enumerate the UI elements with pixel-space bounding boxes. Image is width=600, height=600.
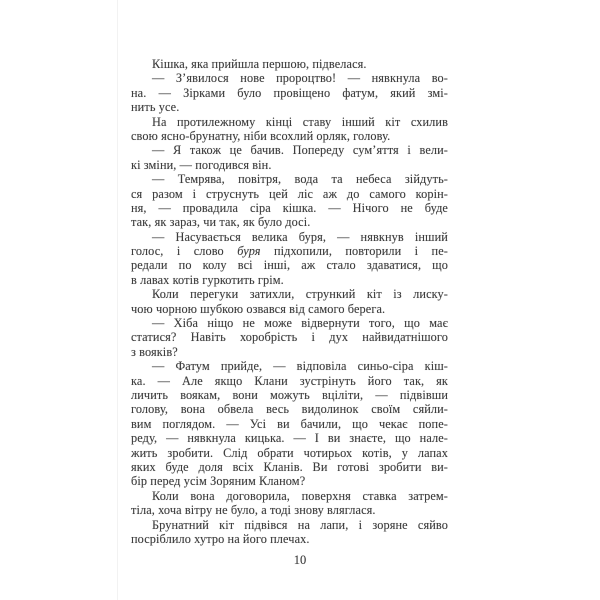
text-line: вим поглядом. — Усі ви бачили, що чекає попе- <box>131 416 448 431</box>
text-line: голову, вона обвела весь видолинок своїм сяйли- <box>131 402 448 417</box>
text-line: так, як зараз, чи так, як було досі. <box>131 215 311 230</box>
paragraph <box>131 489 448 518</box>
text-line: чою чорною шубкою озвався від самого берега. <box>131 301 386 316</box>
text-line: — Я також це бачив. Попереду сум’яття і вели- <box>152 143 448 158</box>
text-line: ка. — Але якщо Клани зустрінуть його так, як <box>131 373 448 388</box>
paragraph <box>131 359 448 489</box>
paragraph <box>131 172 448 230</box>
page-edge-shadow <box>117 0 118 600</box>
text-line: бір перед усім Зоряним Кланом? <box>131 474 306 489</box>
paragraph <box>131 230 448 288</box>
text-line: — Хіба ніщо не може відвернути того, що має <box>152 316 448 331</box>
paragraph <box>131 316 448 359</box>
paragraph <box>131 143 448 172</box>
paragraph <box>131 518 448 547</box>
text-line: Брунатний кіт підвівся на лапи, і зоряне сяйво <box>152 517 448 532</box>
text-line: в лавах котів гуркотить грім. <box>131 272 284 287</box>
text-line: ня, — провадила сіра кішка. — Нічого не буде <box>131 200 448 215</box>
text-line: посріблило хутро на його плечах. <box>131 531 310 546</box>
text-line: Коли перегуки затихли, стрункий кіт із лиску- <box>152 287 448 302</box>
text-line: реду, — нявкнула кицька. — І ви знаєте, що нале- <box>131 431 448 446</box>
text-line: з вояків? <box>131 344 178 359</box>
text-line: свою ясно-брунатну, ніби всохлий орляк, голову. <box>131 128 391 143</box>
page-number: 10 <box>293 553 307 567</box>
text-line: личить воякам, вони можуть вціліти, — підвівши <box>131 387 448 402</box>
paragraph <box>131 287 448 316</box>
paragraph <box>131 71 448 114</box>
text-line: кі зміни, — погодився він. <box>131 157 272 172</box>
text-line: На протилежному кінці ставу інший кіт схилив <box>152 114 448 129</box>
text-line: нить усе. <box>131 100 180 115</box>
text-line: — Темрява, повітря, вода та небеса зійдуть- <box>152 172 448 187</box>
text-line: жить зробити. Слід обрати чотирьох котів, у лапах <box>131 445 448 460</box>
text-line: — Насувається велика буря, — нявкнув інший <box>152 229 448 244</box>
text-line: Кішка, яка прийшла першою, підвелася. <box>152 57 367 71</box>
text-line: — З’явилося нове пророцтво! — нявкнула во- <box>152 71 448 86</box>
text-line: яких буде доля всіх Кланів. Ви готові зробити ви- <box>131 459 448 474</box>
paragraph <box>131 115 448 144</box>
text-line: редали по колу всі інші, аж стало здаватися, що <box>131 258 448 273</box>
page-text <box>131 57 448 546</box>
text-line: ся разом і струснуть цей ліс аж до самого корін- <box>131 186 448 201</box>
text-line: — Фатум прийде, — відповіла синьо-сіра кіш- <box>152 359 448 374</box>
text-line: тіла, хоча вітру не було, а тоді знову вляглася. <box>131 503 376 518</box>
text-line: голос, і слово буря підхопили, повторили і пе- <box>131 244 448 259</box>
text-line: Коли вона договорила, поверхня ставка затрем- <box>152 488 448 503</box>
text-line: на. — Зірками було провіщено фатум, який змі- <box>131 85 448 100</box>
paragraph <box>131 57 448 71</box>
text-line: статися? Навіть хоробрість і дух найвидатнішого <box>131 330 448 345</box>
